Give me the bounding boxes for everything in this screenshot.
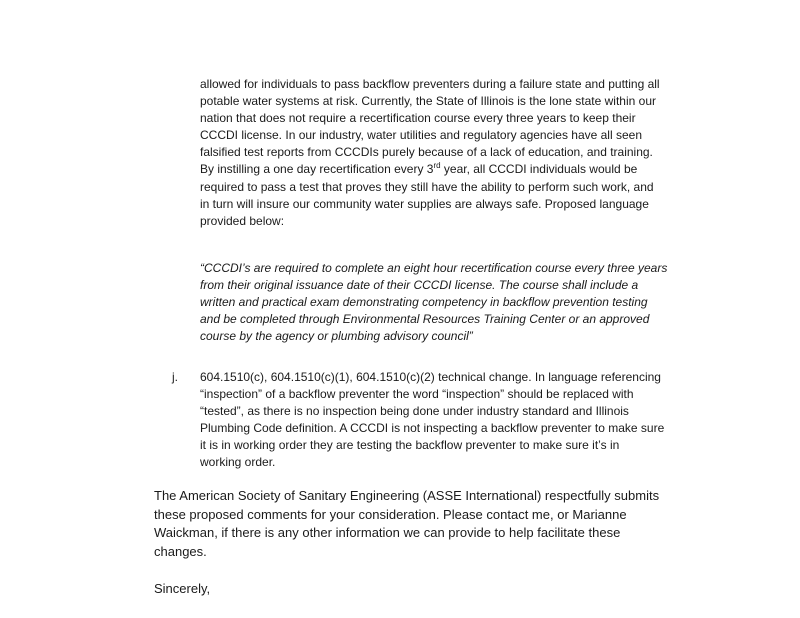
- line-text: By instilling a one day recertification every 3: [200, 162, 434, 177]
- ordinal-superscript: rd: [433, 161, 441, 171]
- paragraph-line: CCCDI license. In our industry, water utilities and regulatory agencies have all seen: [200, 128, 642, 143]
- list-item-marker: j.: [172, 370, 178, 384]
- paragraph-line: required to pass a test that proves they still have the ability to perform such work, and: [200, 179, 654, 194]
- item-line: 604.1510(c), 604.1510(c)(1), 604.1510(c)(2) technical change. In language referencing: [200, 370, 661, 384]
- quote-line: written and practical exam demonstrating competency in backflow prevention testing: [200, 295, 648, 310]
- closing-line: changes.: [154, 543, 207, 559]
- paragraph-line-with-superscript: [200, 161, 700, 178]
- item-line: it is in working order they are testing the backflow preventer to make sure it’s in: [200, 438, 620, 453]
- closing-paragraph: [154, 487, 714, 561]
- quote-line: from their original issuance date of their CCCDI license. The course shall include a: [200, 278, 639, 293]
- continuation-paragraph: [200, 76, 700, 230]
- quote-line: “CCCDI’s are required to complete an eight hour recertification course every three years: [200, 261, 668, 275]
- paragraph-line: falsified test reports from CCCDIs purely because of a lack of education, and training.: [200, 145, 653, 160]
- paragraph-line: potable water systems at risk. Currently, the State of Illinois is the lone state within our: [200, 94, 656, 109]
- paragraph-line: provided below:: [200, 213, 285, 228]
- quote-line: course by the agency or plumbing advisory council”: [200, 329, 473, 344]
- proposed-language-quote: [200, 260, 700, 345]
- list-item-j: [200, 369, 700, 472]
- line-text: year, all CCCDI individuals would be: [440, 162, 638, 177]
- paragraph-line: nation that does not require a recertification course every three years to keep their: [200, 111, 636, 126]
- item-line: “inspection” of a backflow preventer the word “inspection” should be replaced with: [200, 387, 634, 402]
- quote-line: and be completed through Environmental Resources Training Center or an approved: [200, 312, 650, 327]
- paragraph-line: allowed for individuals to pass backflow preventers during a failure state and putting all: [200, 77, 660, 91]
- item-line: Plumbing Code definition. A CCCDI is not inspecting a backflow preventer to make sure: [200, 421, 665, 436]
- item-line: working order.: [200, 455, 276, 470]
- closing-line: these proposed comments for your consideration. Please contact me, or Marianne: [154, 506, 627, 522]
- item-line: “tested”, as there is no inspection being done under industry standard and Illinois: [200, 404, 629, 419]
- closing-line: The American Society of Sanitary Engineering (ASSE International) respectfully submits: [154, 488, 660, 503]
- signoff: Sincerely,: [154, 581, 211, 596]
- paragraph-line: in turn will insure our community water supplies are always safe. Proposed language: [200, 196, 649, 211]
- closing-line: Waickman, if there is any other information we can provide to help facilitate these: [154, 525, 621, 541]
